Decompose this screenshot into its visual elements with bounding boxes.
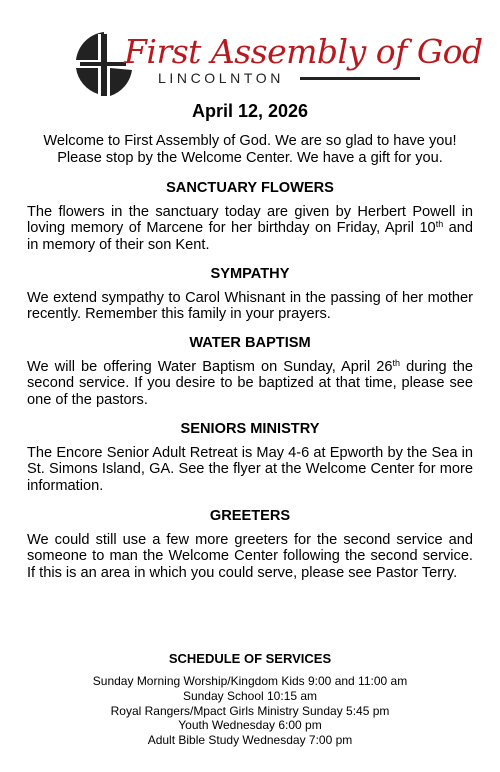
schedule-item: Royal Rangers/Mpact Girls Ministry Sunday 5:45 pm [110,703,390,718]
schedule-item: Youth Wednesday 6:00 pm [178,718,322,733]
logo-city: LINCOLNTON [158,70,284,86]
schedule-title: SCHEDULE OF SERVICES [168,651,332,666]
flowers-text-a: The flowers in the sanctuary today are given by Herbert Powell in loving memory of Marcene for her birthday on Friday, April 10 [27,204,473,237]
schedule-list [0,674,500,748]
paragraph-greeters: We could still use a few more greeters for the second service and someone to man the Welcome Center following the second service. If this is an area in which you could serve, please see Pastor Terry. [27,532,473,581]
baptism-text-b: during the second service. If you desire to be baptized at that time, please see one of the pastors. [27,359,473,408]
heading-sanctuary-flowers: SANCTUARY FLOWERS [166,180,334,196]
schedule-item: Sunday Morning Worship/Kingdom Kids 9:00 and 11:00 am [92,674,408,688]
schedule-item: Adult Bible Study Wednesday 7:00 pm [147,733,353,748]
schedule-item: Sunday School 10:15 am [182,688,318,703]
welcome-line-2: Please stop by the Welcome Center. We have a gift for you. [57,150,443,166]
logo-title: First Assembly of God [124,32,483,71]
baptism-text-a: We will be offering Water Baptism on Sunday, April 26 [27,359,393,375]
bulletin-date: April 12, 2026 [191,101,309,121]
heading-greeters: GREETERS [209,508,291,524]
heading-seniors-ministry: SENIORS MINISTRY [180,421,320,437]
paragraph-seniors-ministry: The Encore Senior Adult Retreat is May 4-6 at Epworth by the Sea in St. Simons Island, GA. See the flyer at the Welcome Center for more information. [27,445,473,494]
welcome-message [28,133,472,167]
baptism-ordinal: th [392,358,401,368]
church-logo [74,30,483,98]
welcome-line-1: Welcome to First Assembly of God. We are so glad to have you! [43,133,457,149]
flowers-ordinal: th [435,219,444,230]
paragraph-sympathy: We extend sympathy to Carol Whisnant in the passing of her mother recently. Remember this family in your prayers. [27,290,473,323]
heading-sympathy: SYMPATHY [210,266,290,282]
paragraph-water-baptism [27,359,473,408]
paragraph-sanctuary-flowers [27,204,473,253]
heading-water-baptism: WATER BAPTISM [189,335,311,351]
flowers-text-b: and in memory of their son Kent. [27,220,474,253]
logo-divider [300,77,420,80]
